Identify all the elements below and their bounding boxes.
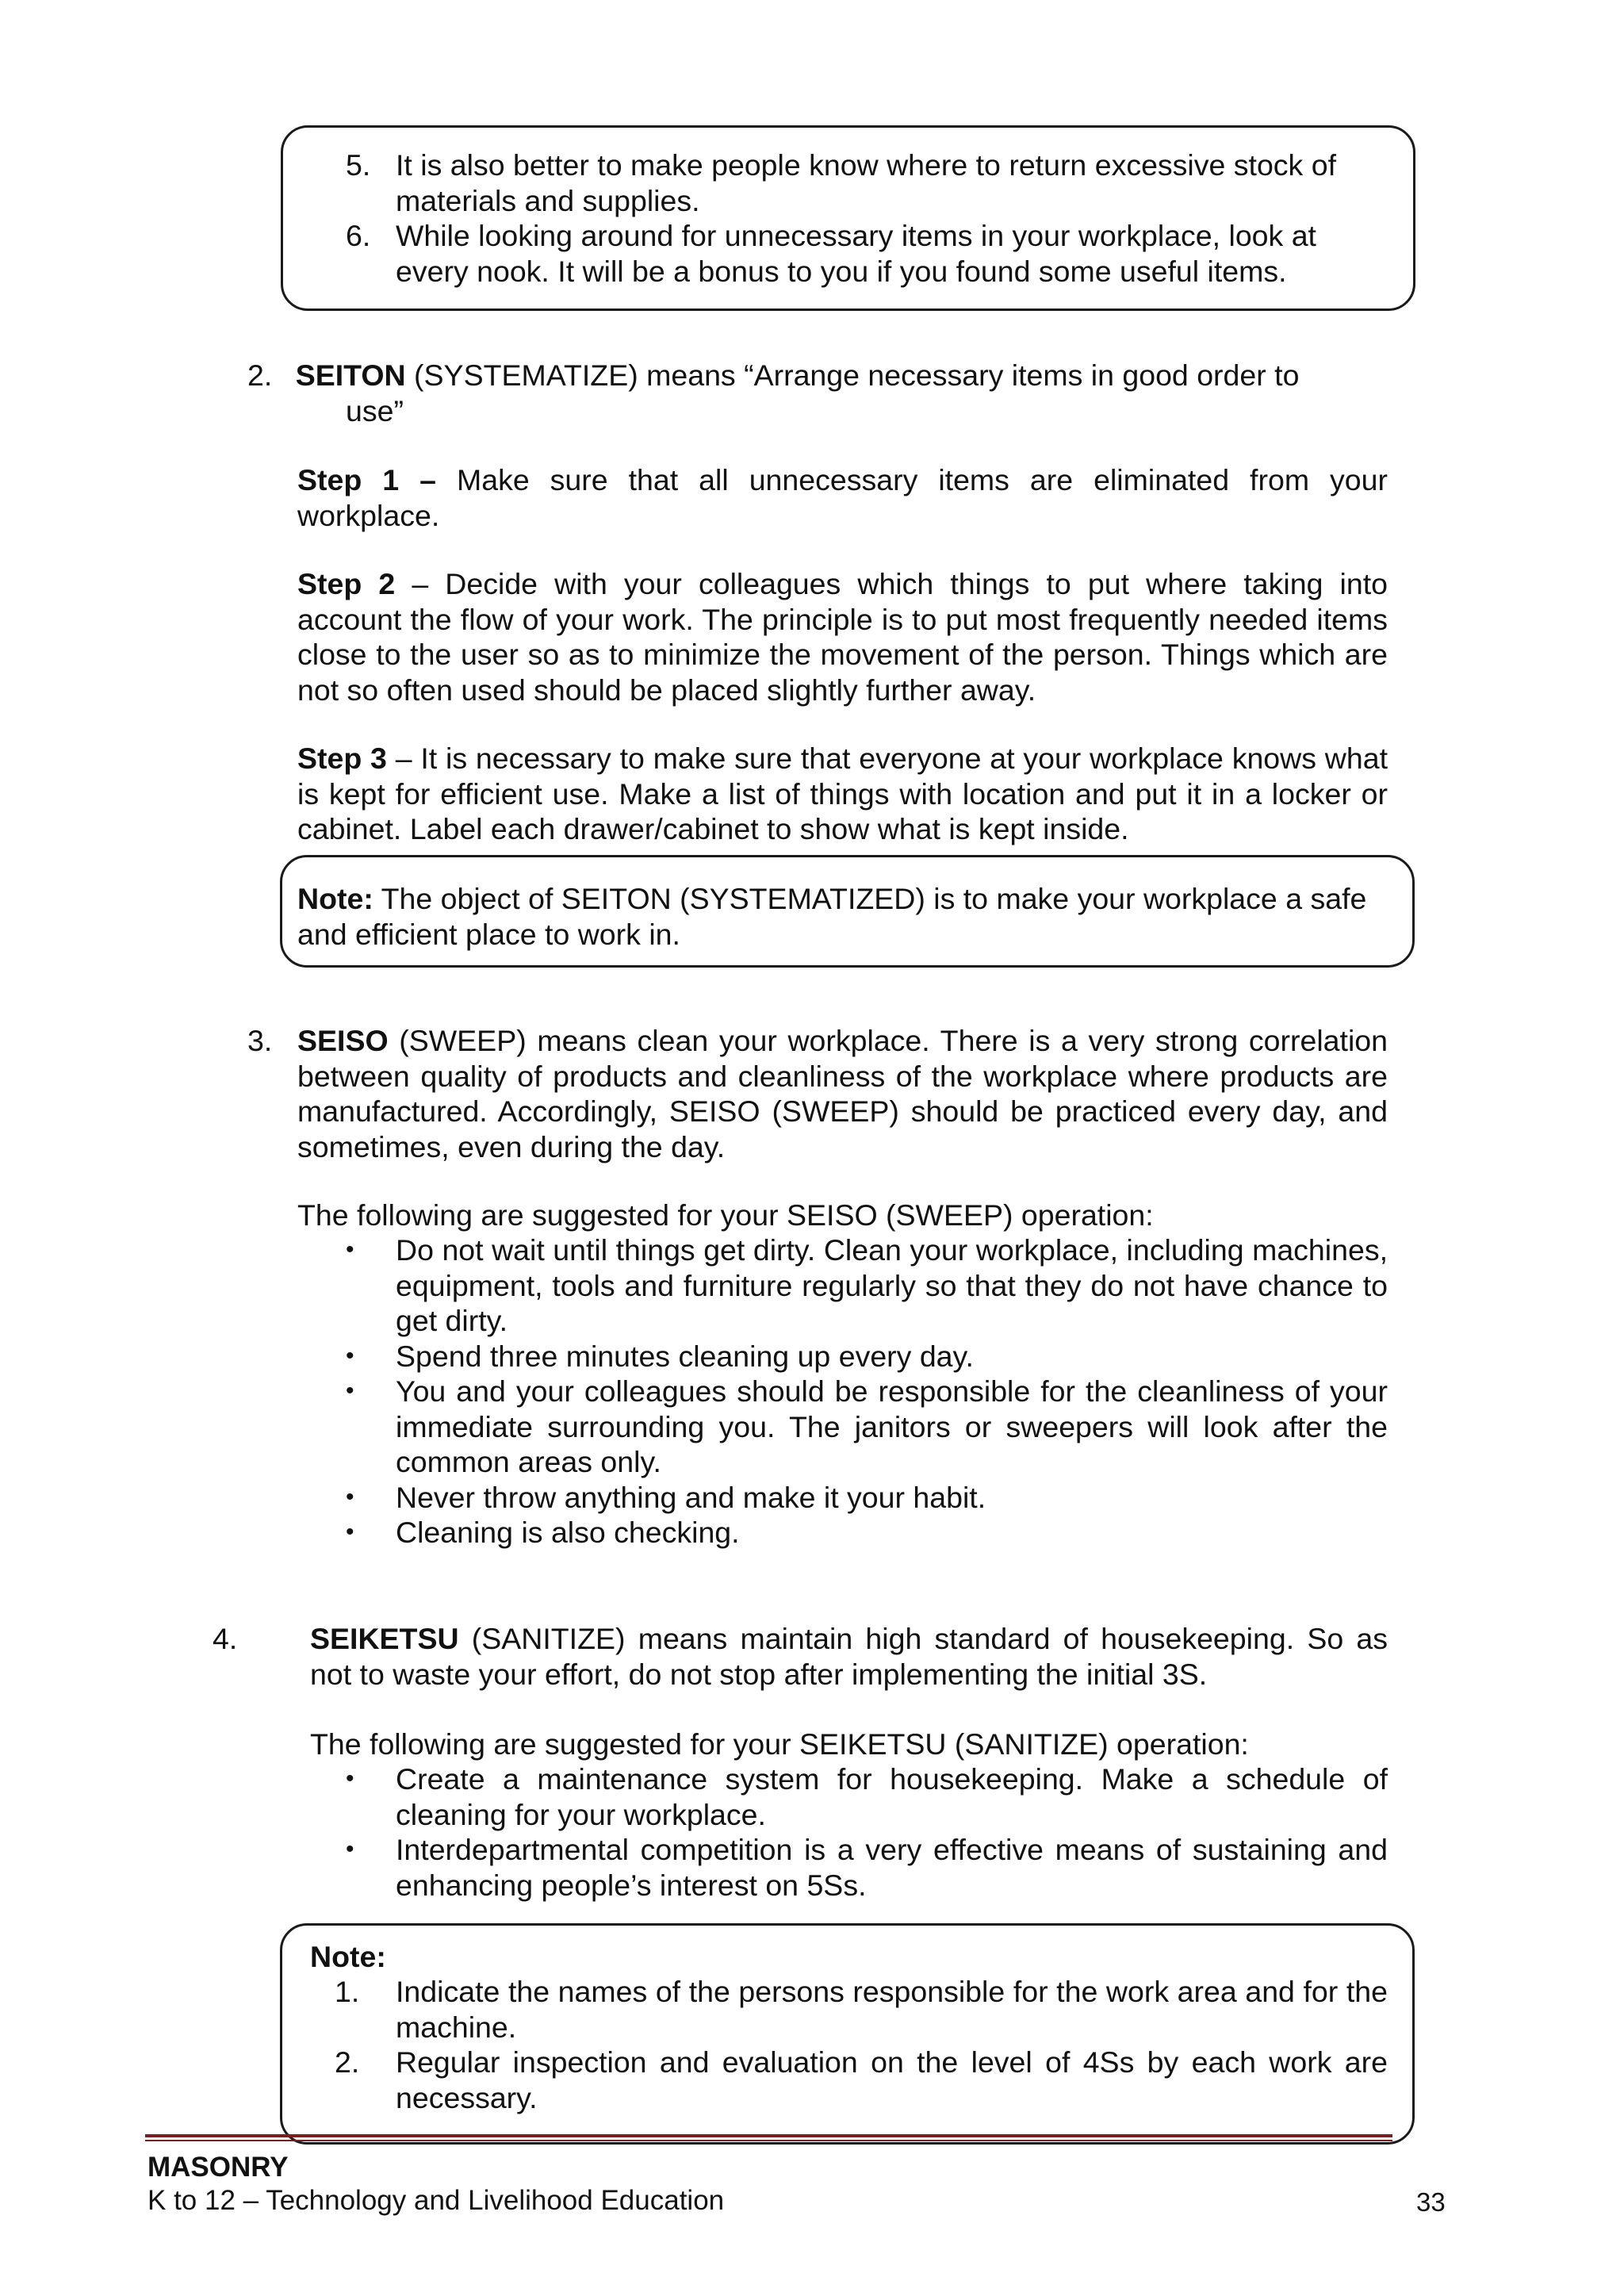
list-item xyxy=(346,1232,1388,1339)
list-item-text: Cleaning is also checking. xyxy=(396,1516,740,1549)
list-item-text: You and your colleagues should be responsible for the cleanliness of your immediate surrounding you. The janitors or sweepers will look after the common areas only. xyxy=(396,1374,1388,1478)
item-number: 5. xyxy=(346,148,371,182)
step-label: Step 3 xyxy=(297,742,387,775)
seiketsu-note-label xyxy=(310,1939,386,1975)
item-number: 1. xyxy=(335,1975,360,2008)
list-item-text: Indicate the names of the persons responsible for the work area and for the machine. xyxy=(396,1975,1388,2044)
bullet: • xyxy=(346,1236,354,1263)
seiton-step-2 xyxy=(297,566,1388,707)
seiketsu-bullet-list xyxy=(346,1761,1388,1903)
note-text: The object of SEITON (SYSTEMATIZED) is to make your workplace a safe and efficient place to work in. xyxy=(297,882,1367,951)
step-text: – Decide with your colleagues which things to put where taking into account the flow of your work. The principle is to put most frequently needed items close to the user so as to minimize the movement of the person. Things which are not so often used should be placed slightly further away. xyxy=(297,567,1388,707)
list-item xyxy=(335,2045,1388,2115)
list-item xyxy=(346,1515,1388,1550)
bullet: • xyxy=(346,1519,354,1545)
item-number: 6. xyxy=(346,219,371,252)
list-item xyxy=(346,1339,1388,1374)
seiso-definition: (SWEEP) means clean your workplace. There is a very strong correlation between quality of products and cleanliness of the workplace where products are manufactured. Accordingly, SEISO (SWEEP) should be practiced every day, and sometimes, even during the day. xyxy=(297,1024,1388,1163)
list-item-text: Regular inspection and evaluation on the level of 4Ss by each work are necessary. xyxy=(396,2045,1388,2114)
page-number: 33 xyxy=(1416,2187,1446,2217)
footer-rule-thin xyxy=(145,2140,1392,2141)
section-number: 2. xyxy=(247,358,273,392)
top-box-item-6 xyxy=(346,218,1385,289)
list-item-text: Spend three minutes cleaning up every day. xyxy=(396,1339,974,1373)
list-item xyxy=(346,1832,1388,1903)
item-text: While looking around for unnecessary items in your workplace, look at every nook. It will be a bonus to you if you found some useful items. xyxy=(396,219,1316,288)
seiton-definition-cont: use” xyxy=(346,394,404,427)
list-item xyxy=(346,1761,1388,1832)
list-item xyxy=(335,1974,1388,2045)
seiketsu-definition: (SANITIZE) means maintain high standard of housekeeping. So as not to waste your effort, do not stop after implementing the initial 3S. xyxy=(310,1622,1388,1691)
seiso-paragraph xyxy=(297,1023,1388,1164)
seiketsu-note-list xyxy=(335,1974,1388,2115)
step-label: Step 1 – xyxy=(297,463,436,496)
list-item-text: Interdepartmental competition is a very effective means of sustaining and enhancing people’s interest on 5Ss. xyxy=(396,1833,1388,1902)
seiketsu-number: 4. xyxy=(213,1622,238,1655)
seiton-note xyxy=(297,881,1388,952)
top-box-item-5 xyxy=(346,148,1385,218)
bullet: • xyxy=(346,1483,354,1510)
bullet: • xyxy=(346,1836,354,1862)
list-item xyxy=(346,1374,1388,1480)
item-number: 2. xyxy=(335,2045,360,2079)
bullet: • xyxy=(346,1342,354,1369)
seiton-definition: (SYSTEMATIZE) means “Arrange necessary items in good order to xyxy=(405,358,1300,392)
seiton-step-3 xyxy=(297,741,1388,847)
list-item-text: Never throw anything and make it your habit. xyxy=(396,1480,986,1514)
seiso-intro: The following are suggested for your SEISO (SWEEP) operation: xyxy=(297,1198,1154,1232)
seiton-heading xyxy=(247,358,1397,393)
seiketsu-intro: The following are suggested for your SEIKETSU (SANITIZE) operation: xyxy=(310,1727,1249,1761)
note-label: Note: xyxy=(297,882,373,915)
footer-rule xyxy=(145,2134,1392,2137)
step-text: Make sure that all unnecessary items are eliminated from your workplace. xyxy=(297,463,1388,532)
note-label: Note: xyxy=(310,1940,386,1973)
footer-subject: MASONRY xyxy=(147,2152,289,2183)
seiton-step-1 xyxy=(297,462,1388,533)
seiketsu-paragraph xyxy=(310,1621,1388,1692)
step-text: – It is necessary to make sure that everyone at your workplace knows what is kept for efficient use. Make a list of things with location and put it in a locker or cabinet. Label each drawer/cabinet to show what is kept inside. xyxy=(297,742,1388,845)
footer-course: K to 12 – Technology and Livelihood Education xyxy=(147,2185,725,2216)
bullet: • xyxy=(346,1378,354,1404)
bullet: • xyxy=(346,1765,354,1792)
list-item xyxy=(346,1480,1388,1516)
seiso-term: SEISO xyxy=(297,1024,389,1057)
seiton-term: SEITON xyxy=(295,358,406,392)
item-text: It is also better to make people know where to return excessive stock of materials and supplies. xyxy=(396,148,1336,217)
list-item-text: Do not wait until things get dirty. Clean your workplace, including machines, equipment, tools and furniture regularly so that they do not have chance to get dirty. xyxy=(396,1233,1388,1337)
seiso-bullet-list xyxy=(346,1232,1388,1550)
seiso-number: 3. xyxy=(247,1024,273,1057)
list-item-text: Create a maintenance system for housekeeping. Make a schedule of cleaning for your workplace. xyxy=(396,1762,1388,1831)
step-label: Step 2 xyxy=(297,567,396,600)
seiketsu-term: SEIKETSU xyxy=(310,1622,459,1655)
